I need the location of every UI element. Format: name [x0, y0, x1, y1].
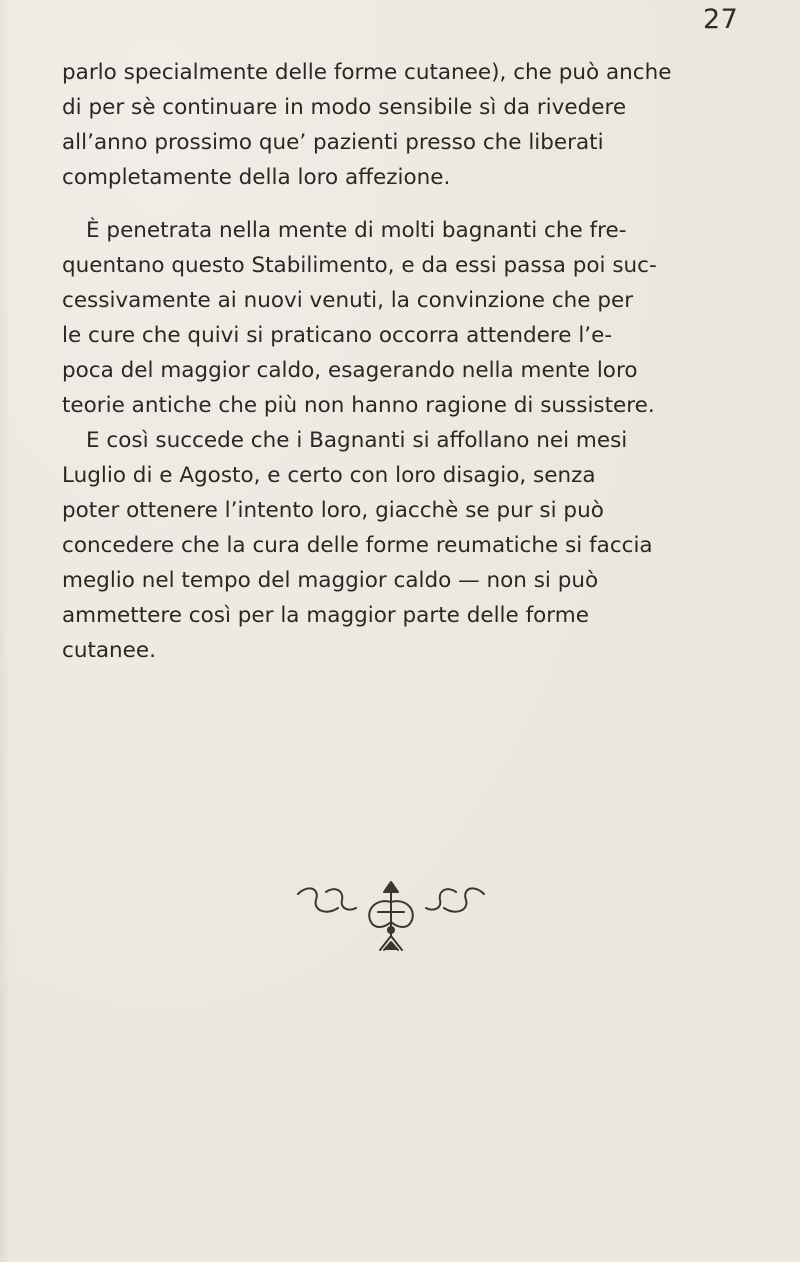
text-line: completamente della loro affezione. [62, 165, 451, 190]
page-number: 27 [703, 4, 739, 35]
text-line: concedere che la cura delle forme reumatiche si faccia [62, 533, 653, 558]
text-line: Luglio di e Agosto, e certo con loro disagio, senza [62, 463, 596, 488]
text-line: ammettere così per la maggior parte delle forme [62, 603, 589, 628]
text-line: teorie antiche che più non hanno ragione di sussistere. [62, 393, 655, 418]
text-line: poca del maggior caldo, esagerando nella mente loro [62, 358, 638, 383]
text-line: all’anno prossimo que’ pazienti presso che liberati [62, 130, 604, 155]
text-line: le cure che quivi si praticano occorra attendere l’e- [62, 323, 613, 348]
text-line: poter ottenere l’intento loro, giacchè se pur si può [62, 498, 604, 523]
text-line: E così succede che i Bagnanti si affollano nei mesi [86, 428, 628, 453]
floral-ornament-icon [286, 878, 496, 956]
text-line: cessivamente ai nuovi venuti, la convinzione che per [62, 288, 634, 313]
text-line: meglio nel tempo del maggior caldo — non si può [62, 568, 599, 593]
text-line: parlo specialmente delle forme cutanee), che può anche [62, 60, 672, 85]
text-line: quentano questo Stabilimento, e da essi passa poi suc- [62, 253, 657, 278]
text-line: cutanee. [62, 638, 156, 663]
text-line: di per sè continuare in modo sensibile sì da rivedere [62, 95, 627, 120]
text-line: È penetrata nella mente di molti bagnanti che fre- [86, 218, 627, 243]
